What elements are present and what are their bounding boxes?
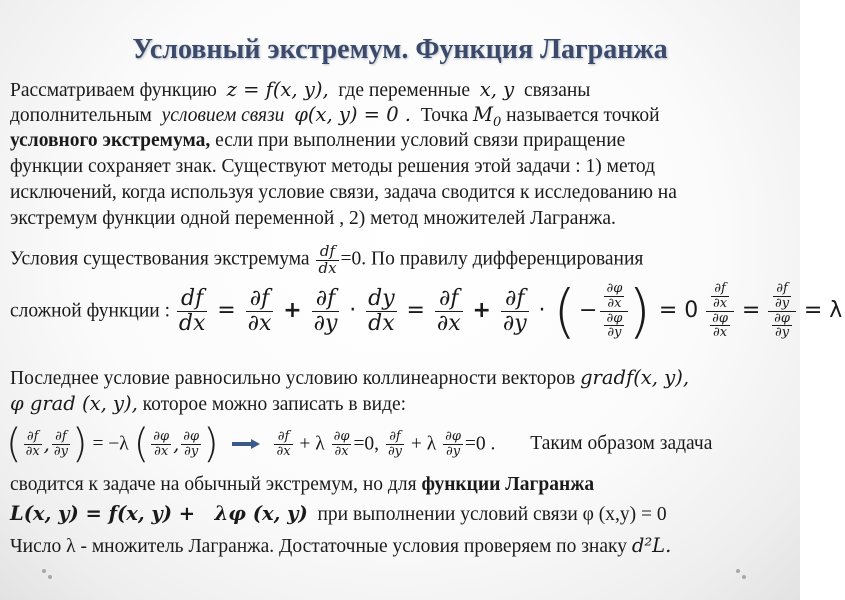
- math-constraint: φ(x, y) = 0 .: [294, 103, 412, 126]
- text-span: Рассматриваем функцию: [10, 80, 217, 101]
- frac-den: ∂x: [276, 443, 291, 459]
- frac-den: ∂x: [436, 310, 461, 336]
- nested-fraction-f: [706, 282, 734, 340]
- slide-title: Условный экстремум. Функция Лагранжа: [132, 34, 668, 65]
- math-grad-phi: φ grad (x, y),: [10, 392, 138, 415]
- text-span: если при выполнении условий связи приращение: [215, 130, 626, 151]
- paren-close: ): [203, 421, 219, 467]
- nested-fraction-phi: [600, 282, 628, 340]
- text-span: дополнительным: [10, 105, 152, 126]
- paren-open: (: [553, 277, 577, 345]
- fraction-pphi-py-small: [772, 312, 792, 340]
- slide-corner-dots-icon: [40, 567, 54, 581]
- fraction-pphi-py-v: [181, 430, 201, 458]
- para3-line5: [10, 503, 667, 525]
- para1-line6: экстремум функции одной переменной , 2) метод множителей Лагранжа.: [10, 208, 616, 229]
- para1-line3: [10, 130, 625, 151]
- text-span: где переменные: [338, 80, 471, 101]
- frac-num: ∂φ: [606, 281, 623, 297]
- math-z-equals-f: z = f(x, y),: [226, 78, 329, 101]
- para3-line1: [10, 367, 689, 389]
- text-span: =0,: [353, 433, 380, 455]
- frac-den: ∂y: [387, 443, 403, 459]
- fraction-pf-px-v: [24, 430, 42, 458]
- para2-line2: [10, 277, 845, 345]
- math-grad-f: gradf(x, y),: [580, 366, 690, 389]
- frac-den: ∂x: [247, 310, 272, 336]
- text-span: + λ: [410, 433, 437, 455]
- frac-num: dy: [368, 286, 395, 312]
- fraction-pf-px-2: [435, 287, 463, 334]
- fraction-pphi-px: [604, 282, 624, 310]
- op-dot: ·: [349, 297, 357, 323]
- frac-num: ∂φ: [606, 310, 623, 326]
- frac-num: ∂f: [274, 430, 292, 445]
- frac-den: ∂y: [607, 325, 622, 341]
- frac-den: ∂y: [313, 310, 338, 336]
- text-span: связаны: [523, 80, 591, 101]
- frac-den: ∂x: [25, 443, 40, 459]
- para3-line3: ( $\frac{\partial f}{\partial x}$ , $\frac{\partial f}{\partial y}$ ) = −λ ( $\frac{\partial\varphi}{\partial x}$ , $\frac{\partial\varphi}{\partial y}$ ) $\frac{\partial f}{\partial x}$ + λ $\frac{\partial\varphi}{\partial x}$ =0, $\frac{\partial f}{\partial y}$ + λ $\frac{\partial\varphi}{\partial y}$ =0 . Таким образом задача: [6, 421, 713, 467]
- text-bold: функции Лагранжа: [421, 474, 595, 495]
- frac-den: ∂y: [445, 443, 461, 459]
- fraction-pphi-py: [604, 312, 624, 340]
- fraction-pf-py-2: [501, 287, 529, 334]
- frac-den: ∂x: [713, 295, 728, 311]
- text-bold: условного экстремума,: [10, 130, 211, 151]
- para1-line4: функции сохраняет знак. Существуют методы решения этой задачи : 1) метод: [10, 156, 656, 177]
- paren-close: ): [71, 421, 88, 467]
- text-span: Число λ - множитель Лагранжа. Достаточные условия проверяем по знаку: [10, 536, 627, 557]
- fraction-pphi-py-c: [443, 430, 463, 458]
- frac-den: ∂x: [154, 443, 169, 459]
- text-span: =0. По правилу дифференцирования: [340, 248, 644, 270]
- frac-num: ∂f: [711, 282, 729, 297]
- text-span: =0 .: [464, 433, 496, 455]
- frac-num: ∂φ: [183, 428, 200, 444]
- text-span: сводится к задаче на обычный экстремум, но для: [10, 474, 417, 495]
- frac-den: dx: [318, 258, 337, 277]
- frac-num: ∂f: [435, 287, 463, 311]
- text-span: Таким образом задача: [530, 433, 713, 455]
- fraction-pf-px-c: [274, 430, 292, 458]
- frac-num: ∂φ: [333, 428, 350, 444]
- text-span: которое можно записать в виде:: [142, 394, 407, 415]
- fraction-pf-py-v: [52, 430, 70, 458]
- frac-num: ∂f: [52, 430, 70, 445]
- fraction-pf-py-small: [773, 282, 791, 310]
- text-span: сложной функции :: [10, 300, 171, 322]
- math-lambda-phi: λφ (x, y): [214, 502, 308, 525]
- frac-num: ∂φ: [445, 428, 461, 444]
- frac-num: ∂f: [24, 430, 42, 445]
- paren-close: ): [628, 277, 651, 345]
- frac-num: ∂f: [386, 430, 404, 445]
- paren-open: (: [133, 421, 150, 467]
- para3-line4: [10, 474, 594, 495]
- text-span: при выполнении условий связи φ (x,y) = 0: [317, 504, 667, 525]
- para1-line1: [10, 79, 590, 101]
- fraction-df-dx-big: [177, 287, 208, 334]
- para1-line2: [10, 104, 660, 130]
- op-minus: −: [579, 297, 598, 323]
- frac-num: ∂f: [501, 287, 529, 311]
- text-span: Условия существования экстремума: [10, 248, 310, 270]
- frac-num: ∂φ: [774, 310, 790, 326]
- fraction-pphi-px-c: [332, 430, 352, 458]
- frac-num: ∂f: [312, 287, 340, 311]
- math-vars: x, y: [479, 78, 515, 101]
- text-span: Точка: [420, 105, 469, 126]
- paren-open: (: [6, 421, 22, 467]
- frac-den: dx: [368, 310, 395, 336]
- op-plus: +: [283, 297, 302, 323]
- right-arrow-icon: [232, 439, 260, 449]
- math-subscript: 0: [492, 114, 502, 130]
- para3-line6: [10, 535, 671, 557]
- op-lambda: = λ: [803, 297, 843, 323]
- frac-den: ∂y: [53, 443, 68, 459]
- frac-num: ∂φ: [712, 310, 728, 326]
- op-eq: =: [217, 297, 236, 323]
- frac-den: ∂y: [502, 310, 527, 336]
- frac-den: ∂y: [775, 325, 790, 341]
- fraction-pf-py-c: [386, 430, 404, 458]
- op-eq: =: [741, 297, 761, 323]
- fraction-dy-dx: [366, 287, 397, 334]
- para3-line2: [10, 393, 406, 415]
- fraction-pf-px: [246, 287, 274, 334]
- text-span: Последнее условие равносильно условию коллинеарности векторов: [10, 368, 576, 389]
- frac-num: ∂φ: [153, 428, 170, 444]
- frac-den: dx: [178, 310, 206, 336]
- frac-num: df: [177, 287, 208, 311]
- frac-den: ∂y: [184, 443, 199, 459]
- frac-den: ∂x: [334, 443, 349, 459]
- para1-line5: исключений, когда используя условие связи, задача сводится к исследованию на: [10, 182, 677, 203]
- fraction-pf-py: [312, 287, 340, 334]
- op-plus: +: [472, 297, 491, 323]
- op-zero: = 0: [658, 297, 699, 323]
- math-point: M: [472, 103, 493, 126]
- frac-num: ∂f: [246, 287, 274, 311]
- frac-den: ∂x: [713, 325, 728, 341]
- para2-line1: [10, 244, 643, 277]
- frac-num: ∂f: [773, 282, 791, 297]
- fraction-df-dx: [316, 244, 338, 277]
- text-italic: условием связи: [161, 105, 285, 126]
- frac-den: ∂y: [775, 295, 790, 311]
- text-span: называется точкой: [506, 105, 660, 126]
- fraction-pf-px-small: [711, 282, 729, 310]
- frac-num: df: [316, 244, 338, 261]
- slide-corner-dots-icon: [734, 567, 748, 581]
- fraction-pphi-px-v: [151, 430, 171, 458]
- fraction-pphi-px-small: [710, 312, 730, 340]
- op-dot: ·: [538, 297, 546, 323]
- op-eq: =: [406, 297, 425, 323]
- frac-den: ∂x: [607, 295, 622, 311]
- nested-fraction-f-y: [768, 282, 796, 340]
- text-span: + λ: [299, 433, 325, 455]
- text-span: = −λ: [92, 433, 129, 455]
- math-lagrange: L(x, y) = f(x, y) +: [10, 502, 196, 525]
- math-d2L: d²L.: [631, 534, 672, 557]
